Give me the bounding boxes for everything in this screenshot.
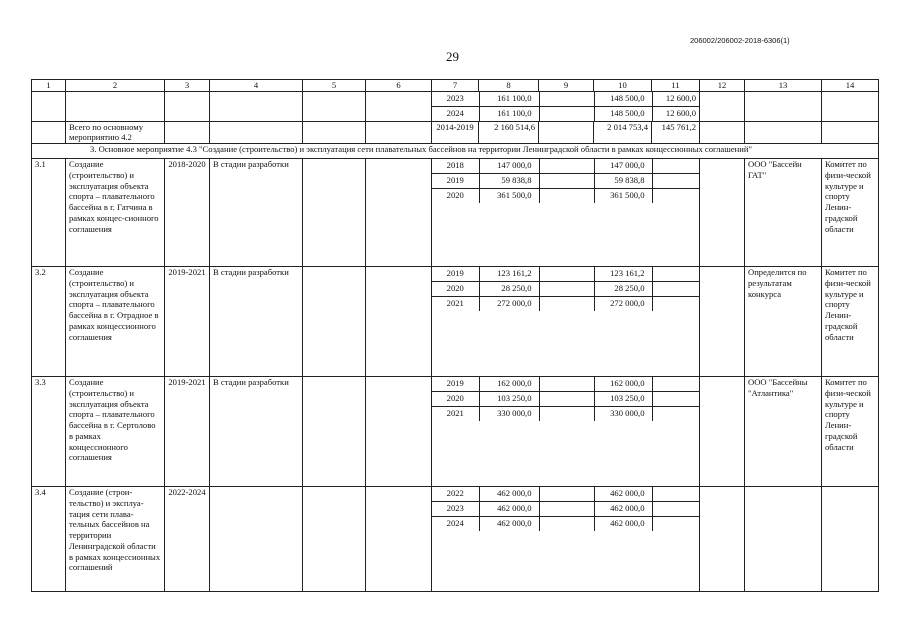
column-number-header: 7 (432, 80, 479, 92)
document-id: 206002/206002-2018-6306(1) (690, 36, 790, 45)
year-row (432, 267, 700, 282)
total-amount-cell: 272 000,0 (479, 297, 539, 312)
other-amount-cell (652, 517, 700, 532)
measure-responsible (822, 487, 879, 592)
funding-cell (432, 91, 700, 121)
other-amount-cell (652, 377, 700, 392)
other-amount-cell: 12 600,0 (665, 107, 696, 118)
col5-cell (303, 121, 366, 143)
col6-cell (366, 377, 432, 487)
year-row (432, 377, 700, 392)
col5-cell (303, 267, 366, 377)
col5-cell (303, 159, 366, 267)
measure-number: 3.4 (32, 487, 66, 592)
year-cell: 2024 (432, 106, 479, 121)
measure-responsible: Комитет по физи-ческой культуре и спорту Ленин-градской области (822, 377, 879, 487)
col6-cell (366, 121, 432, 143)
regional-amount-cell: 148 500,0 (594, 106, 652, 121)
year-cell: 2020 (432, 392, 479, 407)
year-row (432, 297, 700, 312)
column-number-header: 14 (822, 80, 879, 92)
num-cell (32, 91, 66, 121)
column-number-header: 4 (210, 80, 303, 92)
year-breakdown (432, 159, 700, 203)
status-cell (210, 121, 303, 143)
col6-cell (366, 267, 432, 377)
measure-name: Создание (строительство) и эксплуатация объекта спорта – плавательного бассейна в г. Отрадное в рамках концессионного соглашения (66, 267, 165, 377)
regional-amount-cell: 330 000,0 (594, 407, 652, 422)
column-number-header: 3 (165, 80, 210, 92)
total-amount-cell: 361 500,0 (479, 189, 539, 204)
column-number-header: 5 (303, 80, 366, 92)
regional-amount-cell: 103 250,0 (594, 392, 652, 407)
year-row (432, 502, 700, 517)
funding-cell (432, 267, 700, 377)
other-amount-cell (652, 159, 700, 174)
column-number-header: 12 (700, 80, 745, 92)
total-amount-cell: 462 000,0 (479, 502, 539, 517)
other-amount-cell (652, 487, 700, 502)
federal-amount-cell (539, 267, 594, 282)
measure-row (32, 159, 879, 267)
federal-amount-cell (539, 159, 594, 174)
year-cell: 2019 (432, 174, 479, 189)
measure-status: В стадии разработки (210, 159, 303, 267)
measure-executor: ООО "Бассейны "Атлантика" (745, 377, 822, 487)
continuation-row (32, 91, 879, 121)
total-amount: 2 160 514,6 (479, 121, 539, 143)
total-amount-cell: 161 100,0 (479, 106, 539, 121)
measure-name: Создание (строительство) и эксплуатация объекта спорта – плавательного бассейна в г. Сертолово в рамках концессионного соглашения (66, 377, 165, 487)
total-amount-cell: 28 250,0 (479, 282, 539, 297)
measure-name: Создание (строительство) и эксплуатация объекта спорта – плавательного бассейна в г. Гатчина в рамках концес-сионного соглашения (66, 159, 165, 267)
measure-row (32, 267, 879, 377)
column-number-header: 6 (366, 80, 432, 92)
year-breakdown (432, 487, 700, 531)
measure-number: 3.2 (32, 267, 66, 377)
total-amount-cell: 462 000,0 (479, 517, 539, 532)
year-row (432, 407, 700, 422)
total-amount-cell: 147 000,0 (479, 159, 539, 174)
year-row (432, 174, 700, 189)
year-row (432, 92, 700, 107)
year-row (432, 159, 700, 174)
program-table (31, 79, 879, 592)
year-cell: 2019 (432, 267, 479, 282)
year-cell: 2018 (432, 159, 479, 174)
column-number-header: 1 (32, 80, 66, 92)
responsible-cell (822, 91, 879, 121)
column-number-header: 13 (745, 80, 822, 92)
col6-cell (366, 487, 432, 592)
regional-amount: 2 014 753,4 (594, 121, 652, 143)
year-breakdown (432, 92, 700, 121)
column-number-header: 10 (594, 80, 652, 92)
measure-row (32, 377, 879, 487)
measure-responsible: Комитет по физи-ческой культуре и спорту Ленин-градской области (822, 159, 879, 267)
measure-status: В стадии разработки (210, 377, 303, 487)
federal-amount-cell (539, 92, 594, 107)
year-row (432, 517, 700, 532)
total-amount-cell: 462 000,0 (479, 487, 539, 502)
executor-cell (745, 91, 822, 121)
total-years: 2014-2019 (432, 121, 479, 143)
regional-amount-cell: 59 838,8 (594, 174, 652, 189)
col5-cell (303, 377, 366, 487)
regional-amount-cell: 28 250,0 (594, 282, 652, 297)
federal-amount-cell (539, 487, 594, 502)
total-amount-cell: 59 838,8 (479, 174, 539, 189)
federal-amount-cell (539, 297, 594, 312)
col12-cell (700, 487, 745, 592)
year-row (432, 487, 700, 502)
col5-cell (303, 487, 366, 592)
funding-cell (432, 159, 700, 267)
col6-cell (366, 91, 432, 121)
column-number-header: 9 (539, 80, 594, 92)
measure-period: 2022-2024 (165, 487, 210, 592)
federal-amount-cell (539, 189, 594, 204)
year-cell: 2021 (432, 297, 479, 312)
year-cell: 2023 (432, 502, 479, 517)
other-amount-cell (652, 267, 700, 282)
total-amount-cell: 103 250,0 (479, 392, 539, 407)
other-amount: 145 761,2 (652, 121, 700, 143)
col12-cell (700, 91, 745, 121)
total-amount-cell: 123 161,2 (479, 267, 539, 282)
year-row (432, 282, 700, 297)
year-row (432, 189, 700, 204)
col12-cell (700, 159, 745, 267)
regional-amount-cell: 162 000,0 (594, 377, 652, 392)
other-amount-cell (652, 502, 700, 517)
status-cell (210, 91, 303, 121)
regional-amount-cell: 123 161,2 (594, 267, 652, 282)
total-label: Всего по основному мероприятию 4.2 (66, 121, 165, 143)
col12-cell (700, 121, 745, 143)
regional-amount-cell: 462 000,0 (594, 517, 652, 532)
regional-amount-cell: 462 000,0 (594, 502, 652, 517)
other-amount-cell (652, 297, 700, 312)
regional-amount-cell: 361 500,0 (594, 189, 652, 204)
federal-amount-cell (539, 174, 594, 189)
total-amount-cell: 330 000,0 (479, 407, 539, 422)
measure-executor: Определится по результатам конкурса (745, 267, 822, 377)
measure-status: В стадии разработки (210, 267, 303, 377)
col6-cell (366, 159, 432, 267)
total-row (32, 121, 879, 143)
federal-amount-cell (539, 282, 594, 297)
year-breakdown (432, 377, 700, 421)
measure-number: 3.1 (32, 159, 66, 267)
total-amount-cell: 161 100,0 (479, 92, 539, 107)
other-amount-cell (652, 189, 700, 204)
federal-amount (539, 121, 594, 143)
regional-amount-cell: 272 000,0 (594, 297, 652, 312)
federal-amount-cell (539, 392, 594, 407)
section-title: 3. Основное мероприятие 4.3 "Создание (строительство) и эксплуатация сети плавательных бассейнов на территории Ленинградской области в рамках концессионных соглашений" (32, 144, 879, 159)
year-cell: 2021 (432, 407, 479, 422)
column-number-header: 11 (652, 80, 700, 92)
funding-cell (432, 487, 700, 592)
regional-amount-cell: 147 000,0 (594, 159, 652, 174)
federal-amount-cell (539, 502, 594, 517)
year-cell: 2022 (432, 487, 479, 502)
year-cell: 2020 (432, 189, 479, 204)
num-cell (32, 121, 66, 143)
other-amount-cell (652, 282, 700, 297)
federal-amount-cell (539, 106, 594, 121)
year-row (432, 106, 700, 121)
measure-period: 2019-2021 (165, 267, 210, 377)
name-cell (66, 91, 165, 121)
column-number-header: 2 (66, 80, 165, 92)
measure-period: 2018-2020 (165, 159, 210, 267)
executor-cell (745, 121, 822, 143)
column-number-row (32, 80, 879, 92)
federal-amount-cell (539, 377, 594, 392)
measure-status (210, 487, 303, 592)
measure-responsible: Комитет по физи-ческой культуре и спорту Ленин-градской области (822, 267, 879, 377)
other-amount-cell (652, 407, 700, 422)
measure-name: Создание (строи-тельство) и эксплуа-тация сети плава-тельных бассейнов на территории Ленинградской области в рамках концессионных соглашений (66, 487, 165, 592)
period-cell (165, 91, 210, 121)
total-amount-cell: 162 000,0 (479, 377, 539, 392)
year-cell: 2020 (432, 282, 479, 297)
col5-cell (303, 91, 366, 121)
measure-executor (745, 487, 822, 592)
year-cell: 2023 (432, 92, 479, 107)
measure-period: 2019-2021 (165, 377, 210, 487)
other-amount-cell (652, 392, 700, 407)
other-amount-cell (652, 174, 700, 189)
regional-amount-cell: 148 500,0 (594, 92, 652, 107)
regional-amount-cell: 462 000,0 (594, 487, 652, 502)
year-breakdown (432, 267, 700, 311)
section-row (32, 144, 879, 159)
federal-amount-cell (539, 407, 594, 422)
year-cell: 2024 (432, 517, 479, 532)
column-number-header: 8 (479, 80, 539, 92)
year-cell: 2019 (432, 377, 479, 392)
other-amount-cell: 12 600,0 (652, 92, 700, 107)
year-row (432, 392, 700, 407)
col12-cell (700, 377, 745, 487)
col12-cell (700, 267, 745, 377)
measure-number: 3.3 (32, 377, 66, 487)
period-cell (165, 121, 210, 143)
funding-cell (432, 377, 700, 487)
responsible-cell (822, 121, 879, 143)
federal-amount-cell (539, 517, 594, 532)
page-number: 29 (446, 49, 459, 64)
measure-executor: ООО "Бассейн ГАТ" (745, 159, 822, 267)
measure-row (32, 487, 879, 592)
